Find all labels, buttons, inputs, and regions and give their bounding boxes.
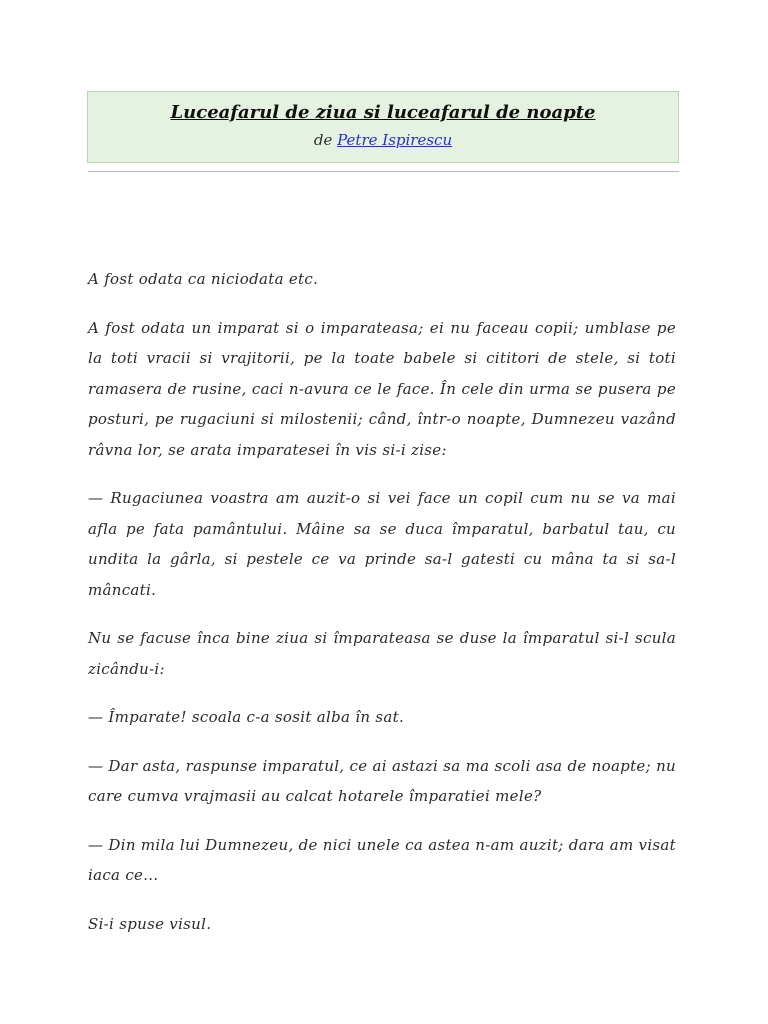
paragraph-3: — Rugaciunea voastra am auzit-o si vei face un copil cum nu se va mai afla pe fata pamântului. Mâine sa se duca împaratul, barbatul tau, cu undita la gârla, si pestele ce va prinde sa-l gatesti cu mâna ta si sa-l mâncati. (88, 489, 676, 599)
paragraph-8: Si-i spuse visul. (88, 914, 212, 933)
paragraph-6: — Dar asta, raspunse imparatul, ce ai astazi sa ma scoli asa de noapte; nu care cumva vrajmasii au calcat hotarele împaratiei mele? (88, 756, 676, 805)
paragraph-5: — Împarate! scoala c-a sosit alba în sat. (88, 708, 405, 726)
author-line (88, 129, 678, 151)
paragraph-4: Nu se facuse înca bine ziua si împarateasa se duse la împaratul si-l scula zicându-i: (88, 629, 676, 678)
header-divider (88, 171, 679, 172)
author-link[interactable]: Petre Ispirescu (337, 131, 453, 149)
paragraph-2: A fost odata un imparat si o imparateasa; ei nu faceau copii; umblase pe la toti vracii si vrajitorii, pe la toate babele si cititori de stele, si toti ramasera de rusine, caci n-avura ce le face. În cele din urma se pusera pe posturi, pe rugaciuni si milostenii; când, într-o noapte, Dumnezeu vazând râvna lor, se arata imparatesei în vis si-i zise: (88, 318, 676, 459)
story-body (88, 264, 676, 957)
story-title: Luceafarul de ziua si luceafarul de noapte (170, 102, 596, 123)
paragraph-1: A fost odata ca niciodata etc. (88, 270, 319, 288)
paragraph-7: — Din mila lui Dumnezeu, de nici unele ca astea n-am auzit; dara am visat iaca ce... (88, 835, 676, 884)
author-prefix: de (313, 131, 333, 149)
title-box (87, 91, 679, 163)
